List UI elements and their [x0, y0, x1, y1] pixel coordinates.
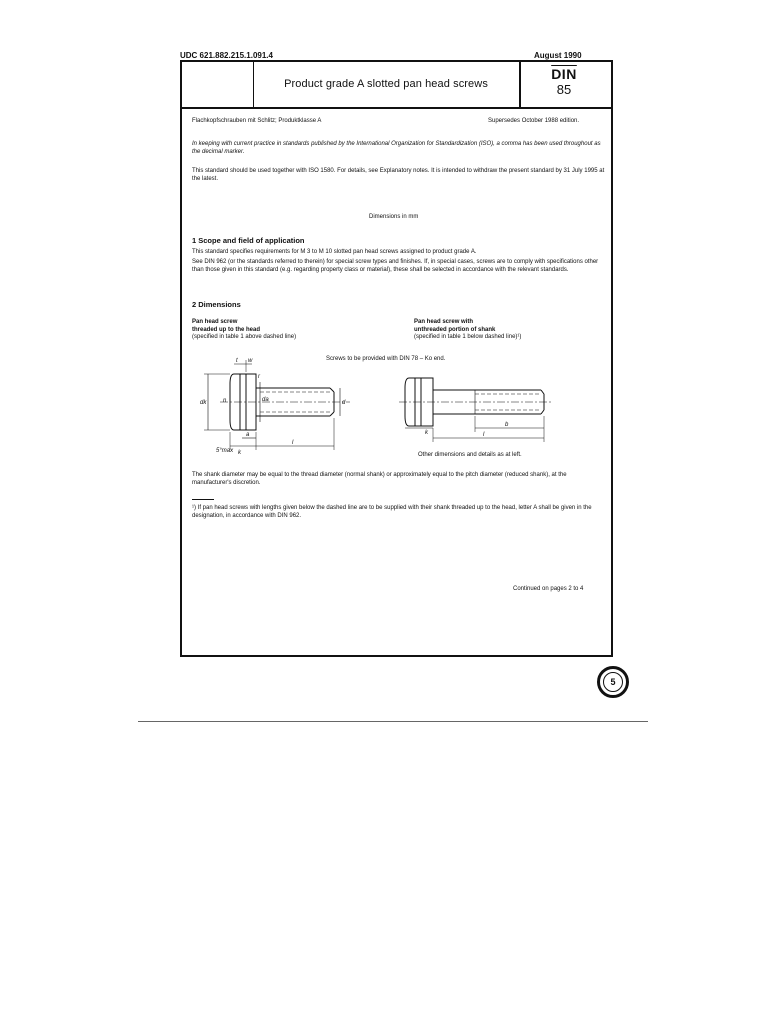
page-number: 5: [603, 672, 623, 692]
section1-para1: This standard specifies requirements for M 3 to M 10 slotted pan head screws assigned to product grade A.: [192, 249, 477, 255]
dimensions-note: Dimensions in mm: [369, 214, 419, 220]
label-r: r: [258, 374, 260, 380]
right-caption-line2: unthreaded portion of shank: [414, 326, 496, 333]
footnote-rule: [192, 499, 214, 500]
label-l: l: [292, 440, 294, 446]
label-w: w: [248, 358, 253, 364]
page-number-badge: [597, 666, 629, 698]
supersedes-note: Supersedes October 1988 edition.: [488, 118, 580, 124]
left-figure-caption: [192, 319, 372, 342]
title-blank-cell: [180, 60, 254, 107]
footnote: ¹) If pan head screws with lengths given below the dashed line are to be supplied with their shank threaded up to the head, letter A shall be given in the designation, in accordance with DIN 962.: [192, 505, 592, 519]
title-row: [180, 60, 613, 109]
german-title: Flachkopfschrauben mit Schlitz; Produktklasse A: [192, 118, 322, 124]
section2-heading: 2 Dimensions: [192, 300, 241, 309]
ko-end-note: Screws to be provided with DIN 78 – Ko end.: [326, 356, 446, 362]
label-k: k: [238, 450, 241, 456]
continued-note: Continued on pages 2 to 4: [513, 586, 584, 592]
din-logo: [547, 66, 581, 97]
iso-note: In keeping with current practice in standards published by the International Organization for Standardization (ISO), a comma has been used throughout as the decimal marker.: [192, 141, 601, 155]
label-da: da: [262, 397, 269, 403]
issue-date: August 1990: [534, 51, 582, 60]
right-caption-line1: Pan head screw with: [414, 319, 474, 325]
label-angle: 5°max: [216, 448, 234, 454]
din-number: 85: [556, 82, 572, 97]
shank-note: The shank diameter may be equal to the thread diameter (normal shank) or approximately equal to the pitch diameter (reduced shank), at the manufacturer's discretion.: [192, 472, 567, 486]
other-dimensions-note: Other dimensions and details as at left.: [418, 452, 522, 458]
din-logo-cell: [519, 60, 609, 107]
udc-number: UDC 621.882.215.1.091.4: [180, 51, 273, 60]
right-caption-line3: (specified in table 1 below dashed line)¹): [414, 334, 522, 340]
right-figure-caption: [414, 319, 604, 342]
label-a: a: [246, 432, 250, 438]
left-caption-line3: (specified in table 1 above dashed line): [192, 334, 297, 340]
label-t: t: [236, 358, 238, 364]
usage-note: This standard should be used together with ISO 1580. For details, see Explanatory notes. It is intended to withdraw the present standard by 31 July 1995 at the latest.: [192, 168, 605, 182]
label-b: b: [505, 422, 509, 428]
document-title: Product grade A slotted pan head screws: [253, 60, 521, 107]
label-dk: dk: [200, 400, 207, 406]
left-caption-line1: Pan head screw: [192, 319, 238, 325]
label-n: n: [223, 398, 227, 404]
din-logo-text: $\overline{DIN}$: [551, 66, 577, 82]
screw-drawing-threaded: [190, 356, 365, 456]
scan-edge-line: [138, 721, 648, 722]
section1-para2: See DIN 962 (or the standards referred to therein) for special screw types and finishes. If, in special cases, screws are to comply with specifications other than those given in this standard (e.g. regarding property class or material), these shall be selected in accordance with the relevant standards.: [192, 259, 599, 273]
left-caption-line2: threaded up to the head: [192, 326, 261, 333]
label-k-right: k: [425, 430, 428, 436]
label-l-right: l: [483, 432, 485, 438]
label-d: d: [342, 400, 346, 406]
screw-drawing-unthreaded: [395, 370, 555, 450]
section1-heading: 1 Scope and field of application: [192, 236, 305, 245]
